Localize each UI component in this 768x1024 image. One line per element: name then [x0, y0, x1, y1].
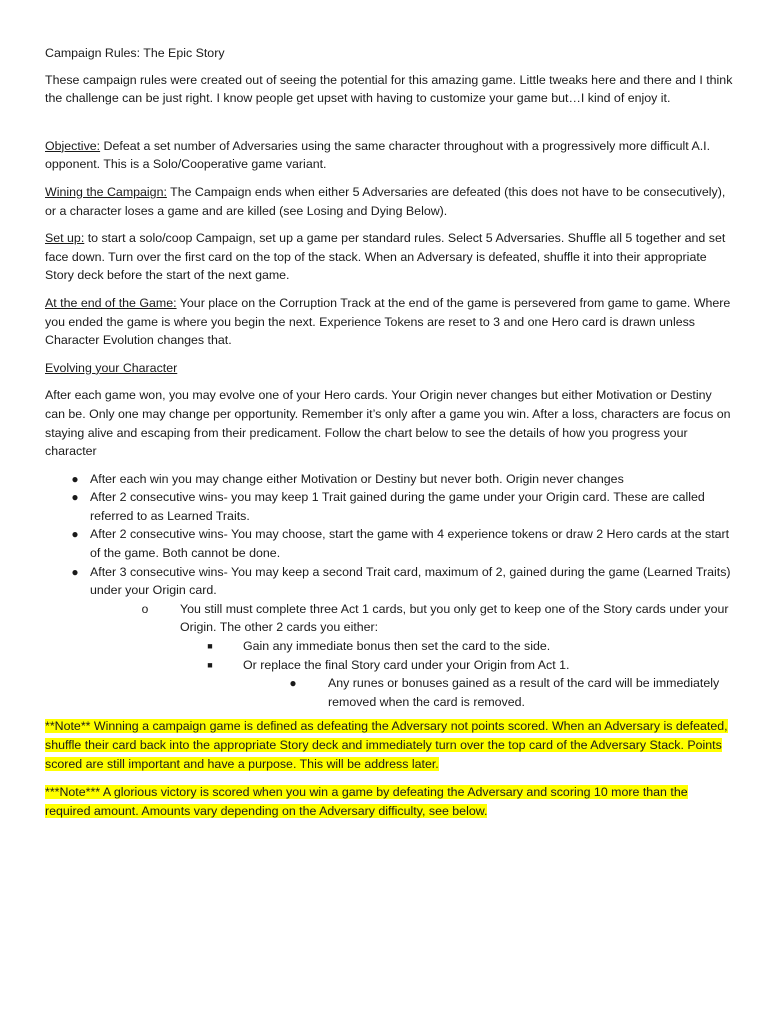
bullet-icon: ●	[71, 471, 79, 486]
evolving-paragraph: After each game won, you may evolve one of your Hero cards. Your Origin never changes but either Motivation or Destiny can be. Only one may change per opportunity. Remember it’s only after a game you win. After a loss, characters are focus on staying alive and escaping from their predicament. Follow the chart below to see the details of how you progress your character	[45, 388, 731, 459]
note-2	[45, 783, 735, 820]
square-bullet-icon: ■	[207, 641, 213, 652]
bullet-icon: ●	[71, 527, 79, 542]
note-1	[45, 717, 735, 773]
list-item: ● After 3 consecutive wins- You may keep a second Trait card, maximum of 2, gained during the game (Learned Traits) under your Origin card. o You still must complete three Act 1 cards, but you only get to keep one of the Story cards under your Origin. The other 2 cards you either: ■ Gain any immediate bonus then set the card to the side. ■ Or replace the final Story card under your Origin from Act 1. ● Any runes or bonuses gained as a result of the card will be immediately removed when the card is removed.	[45, 563, 735, 712]
list-item: ■ Or replace the final Story card under your Origin from Act 1. ● Any runes or bonuses gained as a result of the card will be immediately removed when the card is removed.	[200, 656, 735, 712]
list-item: ● After each win you may change either Motivation or Destiny but never both. Origin never changes	[45, 470, 735, 489]
winning-paragraph	[45, 183, 735, 220]
list-item: ● After 2 consecutive wins- you may keep 1 Trait gained during the game under your Origin card. These are called referred to as Learned Traits.	[45, 488, 735, 525]
list-item: ● Any runes or bonuses gained as a result of the card will be immediately removed when the card is removed.	[283, 674, 735, 711]
sub-bullet-list	[135, 600, 735, 712]
objective-paragraph	[45, 137, 735, 174]
document-title: Campaign Rules: The Epic Story	[45, 46, 225, 60]
objective-label: Objective:	[45, 138, 101, 153]
list-item: ■ Gain any immediate bonus then set the card to the side.	[200, 637, 735, 656]
bullet-icon: ●	[289, 676, 297, 691]
setup-paragraph	[45, 229, 735, 285]
end-of-game-paragraph	[45, 294, 735, 350]
winning-text: The Campaign ends when either 5 Adversaries are defeated (this does not have to be consecutively), or a character loses a game and are killed (see Losing and Dying Below).	[45, 184, 726, 218]
objective-text: Defeat a set number of Adversaries using the same character throughout with a progressively more difficult A.I. opponent. This is a Solo/Cooperative game variant.	[45, 138, 711, 172]
note-1-highlight: **Note** Winning a campaign game is defined as defeating the Adversary not points scored. When an Adversary is defeated, shuffle their card back into the appropriate Story deck and immediately turn over the top card of the Adversary Stack. Points scored are still important and have a purpose. This will be address later.	[45, 719, 728, 771]
end-of-game-label: At the end of the Game:	[45, 295, 177, 310]
deep-bullet-list	[283, 674, 735, 711]
document-body	[45, 44, 735, 830]
end-of-game-text: Your place on the Corruption Track at the end of the game is persevered from game to game. Where you ended the game is where you begin the next. Experience Tokens are reset to 3 and one Hero card is drawn unless Character Evolution changes that.	[45, 295, 731, 348]
list-item: ● After 2 consecutive wins- You may choose, start the game with 4 experience tokens or draw 2 Hero cards at the start of the game. Both cannot be done.	[45, 525, 735, 562]
evolving-heading: Evolving your Character	[45, 360, 178, 375]
intro-paragraph: These campaign rules were created out of seeing the potential for this amazing game. Little tweaks here and there and I think the challenge can be just right. I know people get upset with having to customize your game but…I kind of enjoy it.	[45, 72, 733, 106]
list-item: o You still must complete three Act 1 cards, but you only get to keep one of the Story cards under your Origin. The other 2 cards you either: ■ Gain any immediate bonus then set the card to the side. ■ Or replace the final Story card under your Origin from Act 1. ● Any runes or bonuses gained as a result of the card will be immediately removed when the card is removed.	[135, 600, 735, 712]
setup-text: to start a solo/coop Campaign, set up a game per standard rules. Select 5 Adversaries. Shuffle all 5 together and set face down. Turn over the first card on the top of the stack. When an Adversary is defeated, shuffle it into their appropriate Story deck before the start of the next game.	[45, 231, 726, 283]
circle-bullet-icon: o	[141, 601, 149, 616]
setup-label: Set up:	[45, 231, 85, 246]
winning-label: Wining the Campaign:	[45, 184, 167, 199]
sub-sub-bullet-list	[200, 637, 735, 711]
square-bullet-icon: ■	[207, 659, 213, 670]
evolution-bullet-list	[45, 470, 735, 712]
bullet-icon: ●	[71, 564, 79, 579]
note-2-highlight: ***Note*** A glorious victory is scored when you win a game by defeating the Adversary and scoring 10 more than the required amount. Amounts vary depending on the Adversary difficulty, see below.	[45, 785, 688, 818]
bullet-icon: ●	[71, 490, 79, 505]
